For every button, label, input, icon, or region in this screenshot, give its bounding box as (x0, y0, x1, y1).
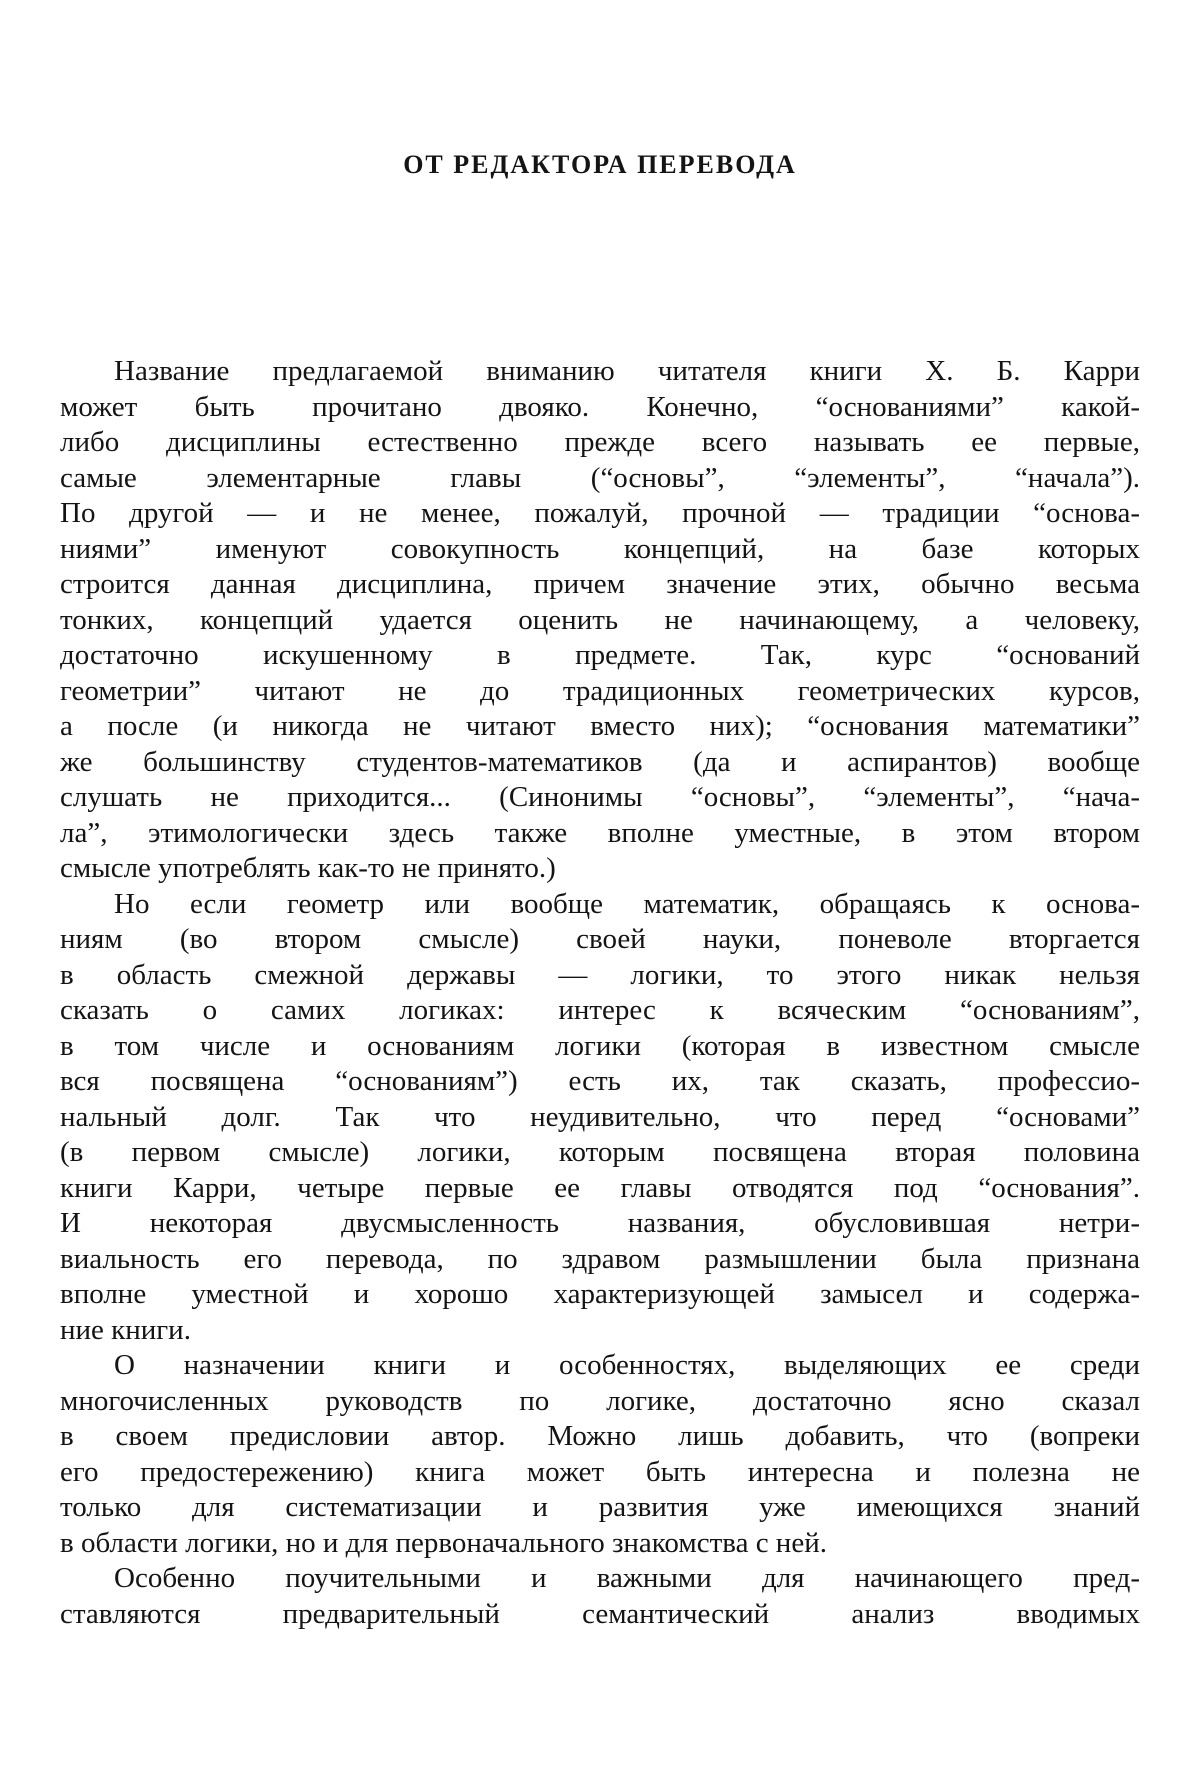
text-line: только для систематизации и развития уже имеющихся знаний (60, 1491, 1140, 1523)
text-line: ниями” именуют совокупность концепций, на базе которых (60, 532, 1140, 565)
paragraph-2 (60, 887, 1140, 1349)
text-line: строится данная дисциплина, причем значение этих, обычно весьма (60, 568, 1140, 600)
text-line: виальность его перевода, по здравом размышлении была признана (60, 1242, 1140, 1275)
paragraph-4 (60, 1561, 1140, 1632)
text-line: сказать о самих логиках: интерес к всяческим “основаниям”, (60, 994, 1140, 1026)
text-line: в том числе и основаниям логики (которая в известном смысле (60, 1029, 1140, 1062)
text-line: достаточно искушенному в предмете. Так, курс “оснований (60, 639, 1140, 671)
text-line: смысле употреблять как-то не принято.) (60, 852, 556, 884)
text-line: ниям (во втором смысле) своей науки, поневоле вторгается (60, 923, 1140, 955)
text-line: тонких, концепций удается оценить не начинающему, а человеку, (60, 603, 1140, 636)
body-text (60, 354, 1140, 1632)
text-line: ла”, этимологически здесь также вполне уместные, в этом втором (60, 816, 1140, 849)
text-line: самые элементарные главы (“основы”, “элементы”, “начала”). (60, 461, 1140, 494)
text-line: а после (и никогда не читают вместо них); “основания математики” (60, 710, 1140, 742)
text-line: ставляются предварительный семантический анализ вводимых (60, 1597, 1140, 1630)
text-line: вся посвящена “основаниям”) есть их, так сказать, профессио- (60, 1065, 1140, 1097)
text-line: в область смежной державы — логики, то этого никак нельзя (60, 958, 1140, 991)
text-line: вполне уместной и хорошо характеризующей замысел и содержа- (60, 1278, 1140, 1310)
text-line: Название предлагаемой вниманию читателя книги Х. Б. Карри (114, 355, 1140, 387)
text-line: в своем предисловии автор. Можно лишь добавить, что (вопреки (60, 1420, 1140, 1452)
text-line: Особенно поучительными и важными для начинающего пред- (114, 1562, 1140, 1594)
text-line: многочисленных руководств по логике, достаточно ясно сказал (60, 1384, 1140, 1417)
paragraph-3 (60, 1348, 1140, 1561)
text-line: в области логики, но и для первоначального знакомства с ней. (60, 1526, 827, 1559)
text-line: его предостережению) книга может быть интересна и полезна не (60, 1455, 1140, 1488)
text-line: (в первом смысле) логики, которым посвящена вторая половина (60, 1136, 1140, 1168)
text-line: книги Карри, четыре первые ее главы отводятся под “основания”. (60, 1171, 1140, 1204)
text-line: Но если геометр или вообще математик, обращаясь к основа- (114, 887, 1140, 920)
text-line: же большинству студентов-математиков (да и аспирантов) вообще (60, 745, 1140, 778)
text-line: либо дисциплины естественно прежде всего называть ее первые, (60, 426, 1140, 458)
paragraph-1 (60, 354, 1140, 887)
text-line: нальный долг. Так что неудивительно, что перед “основами” (60, 1100, 1140, 1133)
page-title: ОТ РЕДАКТОРА ПЕРЕВОДА (403, 150, 797, 179)
text-line: О назначении книги и особенностях, выделяющих ее среди (114, 1349, 1140, 1381)
text-line: геометрии” читают не до традиционных геометрических курсов, (60, 674, 1140, 707)
text-line: И некоторая двусмысленность названия, обусловившая нетри- (60, 1207, 1140, 1239)
text-line: По другой — и не менее, пожалуй, прочной — традиции “основа- (60, 497, 1140, 529)
text-line: ние книги. (60, 1313, 191, 1346)
text-line: слушать не приходится... (Синонимы “основы”, “элементы”, “нача- (60, 781, 1140, 813)
text-line: может быть прочитано двояко. Конечно, “основаниями” какой- (60, 390, 1140, 423)
